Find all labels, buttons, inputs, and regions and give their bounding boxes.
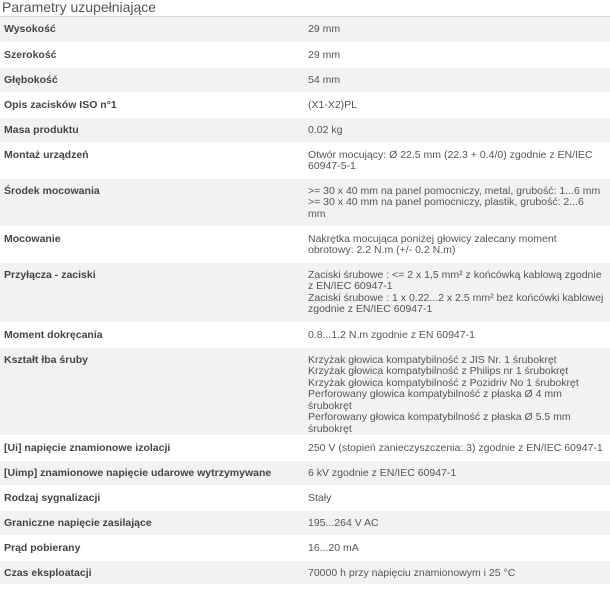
spec-label: [Uimp] znamionowe napięcie udarowe wytrzymywane xyxy=(0,461,308,486)
spec-value xyxy=(308,347,610,436)
spec-label: Mocowanie xyxy=(0,226,308,262)
spec-value-line: 54 mm xyxy=(308,73,341,86)
spec-value-line: 60947-5-1 xyxy=(308,160,356,172)
spec-label: Środek mocowania xyxy=(0,178,308,226)
spec-label: Szerokość xyxy=(0,42,308,67)
spec-value-line: obrotowy: 2.2 N.m (+/- 0.2 N.m) xyxy=(308,244,456,256)
spec-row xyxy=(0,42,610,67)
spec-label: Prąd pobierany xyxy=(0,536,308,561)
spec-value xyxy=(308,42,610,67)
spec-row xyxy=(0,347,610,436)
spec-label: Opis zacisków ISO n°1 xyxy=(0,92,308,117)
spec-table xyxy=(0,17,610,585)
spec-label: Czas eksploatacji xyxy=(0,561,308,585)
spec-label: Moment dokręcania xyxy=(0,322,308,347)
spec-row xyxy=(0,142,610,178)
spec-row xyxy=(0,536,610,561)
spec-value xyxy=(308,67,610,92)
spec-value-line: Stały xyxy=(308,492,332,504)
spec-value-line: zgodnie z EN/IEC 60947-1 xyxy=(308,303,433,315)
spec-row xyxy=(0,226,610,262)
spec-value-line: śrubokręt xyxy=(308,399,352,412)
spec-row xyxy=(0,92,610,117)
spec-value xyxy=(308,486,610,511)
spec-value-line: mm xyxy=(308,207,326,220)
spec-value xyxy=(308,226,610,262)
spec-row xyxy=(0,67,610,92)
spec-value xyxy=(308,178,610,226)
spec-value xyxy=(308,262,610,322)
spec-label: Głębokość xyxy=(0,67,308,92)
spec-row xyxy=(0,17,610,42)
spec-row xyxy=(0,486,610,511)
spec-value-line: (X1-X2)PL xyxy=(308,98,358,111)
spec-value-line: 29 mm xyxy=(308,23,341,35)
spec-row xyxy=(0,322,610,347)
spec-label: Rodzaj sygnalizacji xyxy=(0,486,308,511)
spec-value-line: >= 30 x 40 mm na panel pomocniczy, metal, grubość: 1...6 mm xyxy=(308,184,601,197)
spec-value-line: Zaciski śrubowe : 1 x 0.22...2 x 2.5 mm² bez końcówki kablowej xyxy=(308,291,604,304)
spec-value-line: 0.8...1.2 N.m zgodnie z EN 60947-1 xyxy=(308,328,475,341)
spec-value-line: Zaciski śrubowe : <= 2 x 1,5 mm² z końcówką kablową zgodnie xyxy=(308,268,602,281)
spec-label: Graniczne napięcie zasilające xyxy=(0,511,308,536)
spec-value-line: Krzyżak głowica kompatybilność z Pozidriv No 1 śrubokręt xyxy=(308,376,579,389)
spec-value-line: 0.02 kg xyxy=(308,123,343,136)
spec-label: Wysokość xyxy=(0,17,308,42)
spec-row xyxy=(0,561,610,585)
section-title: Parametry uzupełniające xyxy=(0,0,610,17)
spec-label: Kształt łba śruby xyxy=(0,347,308,436)
spec-label: Przyłącza - zaciski xyxy=(0,262,308,322)
spec-value-line: śrubokręt xyxy=(308,422,352,435)
spec-value-line: >= 30 x 40 mm na panel pomocniczy, plastik, grubość: 2...6 xyxy=(308,196,584,208)
spec-value xyxy=(308,92,610,117)
spec-value xyxy=(308,536,610,561)
spec-value-line: 6 kV zgodnie z EN/IEC 60947-1 xyxy=(308,467,457,479)
spec-value xyxy=(308,117,610,142)
spec-row xyxy=(0,117,610,142)
spec-row xyxy=(0,511,610,536)
spec-value xyxy=(308,17,610,42)
spec-value xyxy=(308,561,610,585)
spec-value xyxy=(308,436,610,461)
spec-value-line: Nakrętka mocująca poniżej głowicy zalecany moment xyxy=(308,232,557,245)
spec-value-line: 16...20 mA xyxy=(308,542,359,554)
spec-value xyxy=(308,142,610,178)
spec-value-line: z EN/IEC 60947-1 xyxy=(308,280,393,292)
spec-value-line: 29 mm xyxy=(308,48,341,61)
spec-value-line: Perforowany głowica kompatybilność z płaska Ø 5.5 mm xyxy=(308,411,571,423)
spec-value-line: Krzyżak głowica kompatybilność z JIS Nr. 1 śrubokręt xyxy=(308,353,557,366)
spec-label: Masa produktu xyxy=(0,117,308,142)
spec-value-line: 70000 h przy napięciu znamionowym i 25 °C xyxy=(308,567,516,579)
spec-label: [Ui] napięcie znamionowe izolacji xyxy=(0,436,308,461)
spec-value xyxy=(308,322,610,347)
spec-value-line: Otwór mocujący: Ø 22.5 mm (22.3 + 0.4/0) zgodnie z EN/IEC xyxy=(308,148,593,161)
spec-value-line: Krzyżak głowica kompatybilność z Philips nr 1 śrubokręt xyxy=(308,365,569,377)
spec-value-line: 250 V (stopień zanieczyszczenia: 3) zgodnie z EN/IEC 60947-1 xyxy=(308,442,603,454)
spec-label: Montaż urządzeń xyxy=(0,142,308,178)
spec-row xyxy=(0,178,610,226)
spec-value-line: Perforowany głowica kompatybilność z płaska Ø 4 mm xyxy=(308,388,562,400)
spec-row xyxy=(0,461,610,486)
spec-row xyxy=(0,436,610,461)
spec-row xyxy=(0,262,610,322)
spec-value-line: 195...264 V AC xyxy=(308,517,379,529)
spec-value xyxy=(308,461,610,486)
spec-value xyxy=(308,511,610,536)
